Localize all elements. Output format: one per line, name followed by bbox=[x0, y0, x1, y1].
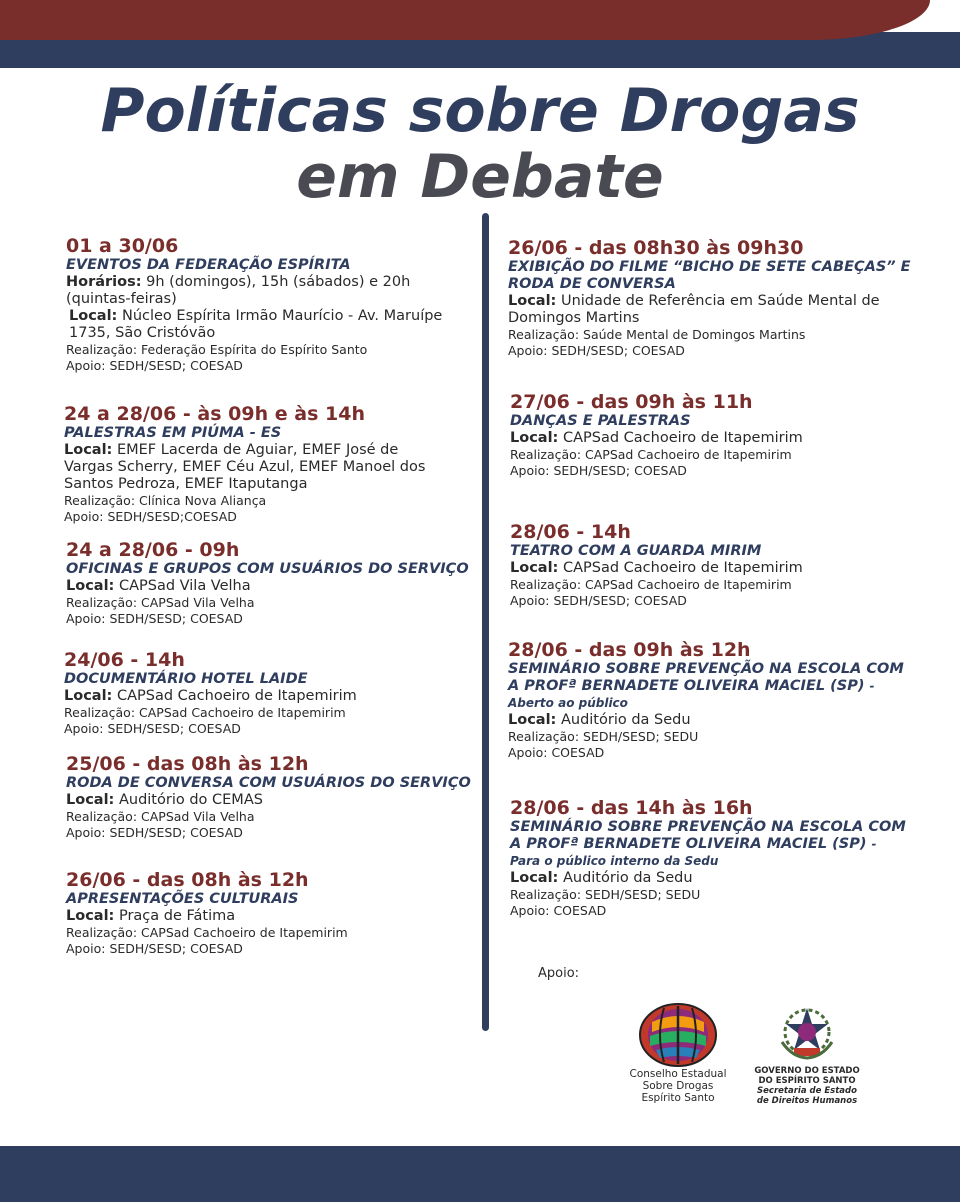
local-value: CAPSad Cachoeiro de Itapemirim bbox=[116, 688, 357, 704]
coesad-line3: Espírito Santo bbox=[641, 1092, 715, 1104]
event-realizacao: Realização: CAPSad Cachoeiro de Itapemirim bbox=[66, 925, 348, 940]
local-value: Auditório da Sedu bbox=[560, 712, 691, 728]
event-date: 26/06 - das 08h30 às 09h30 bbox=[508, 237, 804, 259]
local-label: Local: bbox=[508, 293, 557, 309]
event-local bbox=[510, 430, 930, 447]
event-local bbox=[64, 442, 444, 493]
coesad-line2: Sobre Drogas bbox=[642, 1080, 714, 1092]
event-realizacao: Realização: CAPSad Cachoeiro de Itapemirim bbox=[510, 447, 792, 462]
event-date: 28/06 - das 09h às 12h bbox=[508, 639, 751, 661]
event-date: 01 a 30/06 bbox=[66, 235, 179, 257]
event-title: DANÇAS E PALESTRAS bbox=[510, 413, 691, 429]
local-value: Núcleo Espírita Irmão Maurício - Av. Maruípe 1735, São Cristóvão bbox=[69, 308, 443, 341]
local-label: Local: bbox=[69, 308, 118, 324]
local-label: Local: bbox=[508, 712, 557, 728]
event-date: 28/06 - das 14h às 16h bbox=[510, 797, 753, 819]
event-title: APRESENTAÇÕES CULTURAIS bbox=[66, 891, 299, 907]
event-local bbox=[508, 293, 928, 327]
event-date: 26/06 - das 08h às 12h bbox=[66, 869, 309, 891]
local-value: CAPSad Vila Velha bbox=[118, 578, 251, 594]
event-title: OFICINAS E GRUPOS COM USUÁRIOS DO SERVIÇO bbox=[66, 561, 469, 577]
event-title: RODA DE CONVERSA COM USUÁRIOS DO SERVIÇO bbox=[66, 775, 471, 791]
event-title-text: SEMINÁRIO SOBRE PREVENÇÃO NA ESCOLA COM A PROFª BERNADETE OLIVEIRA MACIEL (SP) bbox=[508, 661, 904, 694]
event-title bbox=[510, 819, 910, 870]
event-realizacao: Realização: Saúde Mental de Domingos Martins bbox=[508, 327, 806, 342]
top-red-band bbox=[0, 0, 930, 40]
event-apoio: Apoio: COESAD bbox=[510, 903, 607, 918]
event-apoio: Apoio: SEDH/SESD; COESAD bbox=[66, 611, 243, 626]
event-date: 24/06 - 14h bbox=[64, 649, 185, 671]
event-title-text: SEMINÁRIO SOBRE PREVENÇÃO NA ESCOLA COM A PROFª BERNADETE OLIVEIRA MACIEL (SP) bbox=[510, 819, 906, 852]
event-apoio: Apoio: SEDH/SESD; COESAD bbox=[508, 343, 685, 358]
event-realizacao: Realização: CAPSad Cachoeiro de Itapemirim bbox=[510, 577, 792, 592]
event-title: EXIBIÇÃO DO FILME “BICHO DE SETE CABEÇAS” E RODA DE CONVERSA bbox=[508, 259, 911, 292]
coesad-logo bbox=[618, 1002, 738, 1104]
event-right-1 bbox=[508, 238, 928, 359]
event-apoio: Apoio: SEDH/SESD; COESAD bbox=[510, 593, 687, 608]
event-left-1 bbox=[66, 236, 476, 374]
event-apoio: Apoio: SEDH/SESD; COESAD bbox=[66, 358, 243, 373]
event-date: 28/06 - 14h bbox=[510, 521, 631, 543]
event-publico: - Para o público interno da Sedu bbox=[510, 837, 877, 868]
local-label: Local: bbox=[510, 430, 559, 446]
local-value: Praça de Fátima bbox=[118, 908, 236, 924]
apoio-label: Apoio: bbox=[538, 966, 580, 981]
governo-line4: de Direitos Humanos bbox=[756, 1096, 858, 1106]
local-label: Local: bbox=[64, 688, 113, 704]
local-label: Local: bbox=[66, 792, 115, 808]
coesad-line1: Conselho Estadual bbox=[629, 1068, 727, 1080]
local-value: Auditório do CEMAS bbox=[118, 792, 263, 808]
horarios-value: 9h (domingos), 15h (sábados) e 20h (quintas-feiras) bbox=[66, 274, 411, 307]
governo-line2: DO ESPÍRITO SANTO bbox=[758, 1076, 856, 1086]
state-coat-of-arms-icon bbox=[772, 1002, 842, 1062]
governo-line1: GOVERNO DO ESTADO bbox=[754, 1066, 860, 1076]
governo-line3: Secretaria de Estado bbox=[757, 1086, 857, 1096]
event-apoio: Apoio: SEDH/SESD; COESAD bbox=[66, 825, 243, 840]
local-value: CAPSad Cachoeiro de Itapemirim bbox=[562, 560, 803, 576]
local-value: EMEF Lacerda de Aguiar, EMEF José de Vargas Scherry, EMEF Céu Azul, EMEF Manoel dos Santos Pedroza, EMEF Itaputanga bbox=[64, 442, 426, 492]
event-left-4 bbox=[64, 650, 474, 737]
event-right-2 bbox=[510, 392, 930, 479]
page-title-line1: Políticas sobre Drogas bbox=[100, 76, 860, 146]
event-apoio: Apoio: SEDH/SESD; COESAD bbox=[64, 721, 241, 736]
event-realizacao: Realização: Clínica Nova Aliança bbox=[64, 493, 267, 508]
bottom-navy-band bbox=[0, 1146, 960, 1202]
event-realizacao: Realização: Federação Espírita do Espírito Santo bbox=[66, 342, 368, 357]
event-local bbox=[64, 688, 474, 705]
event-local bbox=[508, 712, 928, 729]
governo-es-logo bbox=[752, 1002, 862, 1106]
horarios-label: Horários: bbox=[66, 274, 142, 290]
event-left-3 bbox=[66, 540, 476, 627]
event-realizacao: Realização: CAPSad Vila Velha bbox=[66, 595, 255, 610]
local-value: Unidade de Referência em Saúde Mental de Domingos Martins bbox=[508, 293, 880, 326]
event-apoio: Apoio: SEDH/SESD; COESAD bbox=[66, 941, 243, 956]
event-date: 27/06 - das 09h às 11h bbox=[510, 391, 753, 413]
local-value: Auditório da Sedu bbox=[562, 870, 693, 886]
local-value: CAPSad Cachoeiro de Itapemirim bbox=[562, 430, 803, 446]
local-label: Local: bbox=[66, 908, 115, 924]
event-realizacao: Realização: SEDH/SESD; SEDU bbox=[510, 887, 701, 902]
local-label: Local: bbox=[66, 578, 115, 594]
event-horarios bbox=[66, 274, 476, 308]
page-title-line2: em Debate bbox=[296, 142, 664, 212]
event-title: TEATRO COM A GUARDA MIRIM bbox=[510, 543, 762, 559]
event-title bbox=[508, 661, 908, 712]
event-local bbox=[66, 908, 476, 925]
event-local bbox=[66, 578, 476, 595]
event-left-5 bbox=[66, 754, 476, 841]
local-label: Local: bbox=[64, 442, 113, 458]
event-right-3 bbox=[510, 522, 930, 609]
event-local bbox=[66, 792, 476, 809]
event-title: EVENTOS DA FEDERAÇÃO ESPÍRITA bbox=[66, 257, 351, 273]
event-realizacao: Realização: CAPSad Vila Velha bbox=[66, 809, 255, 824]
event-apoio: Apoio: SEDH/SESD;COESAD bbox=[64, 509, 237, 524]
event-right-5 bbox=[510, 798, 930, 919]
event-realizacao: Realização: CAPSad Cachoeiro de Itapemirim bbox=[64, 705, 346, 720]
globe-icon bbox=[638, 1002, 718, 1068]
event-date: 25/06 - das 08h às 12h bbox=[66, 753, 309, 775]
event-title: PALESTRAS EM PIÚMA - ES bbox=[64, 425, 282, 441]
event-left-2 bbox=[64, 404, 444, 525]
event-apoio: Apoio: COESAD bbox=[508, 745, 605, 760]
local-label: Local: bbox=[510, 560, 559, 576]
event-title: DOCUMENTÁRIO HOTEL LAIDE bbox=[64, 671, 308, 687]
event-publico: - Aberto ao público bbox=[508, 679, 875, 710]
event-date: 24 a 28/06 - às 09h e às 14h bbox=[64, 403, 365, 425]
event-local bbox=[510, 560, 930, 577]
event-local bbox=[66, 308, 469, 342]
event-realizacao: Realização: SEDH/SESD; SEDU bbox=[508, 729, 699, 744]
event-local bbox=[510, 870, 930, 887]
event-left-6 bbox=[66, 870, 476, 957]
event-date: 24 a 28/06 - 09h bbox=[66, 539, 240, 561]
event-apoio: Apoio: SEDH/SESD; COESAD bbox=[510, 463, 687, 478]
column-divider bbox=[482, 213, 489, 1031]
local-label: Local: bbox=[510, 870, 559, 886]
event-right-4 bbox=[508, 640, 928, 761]
